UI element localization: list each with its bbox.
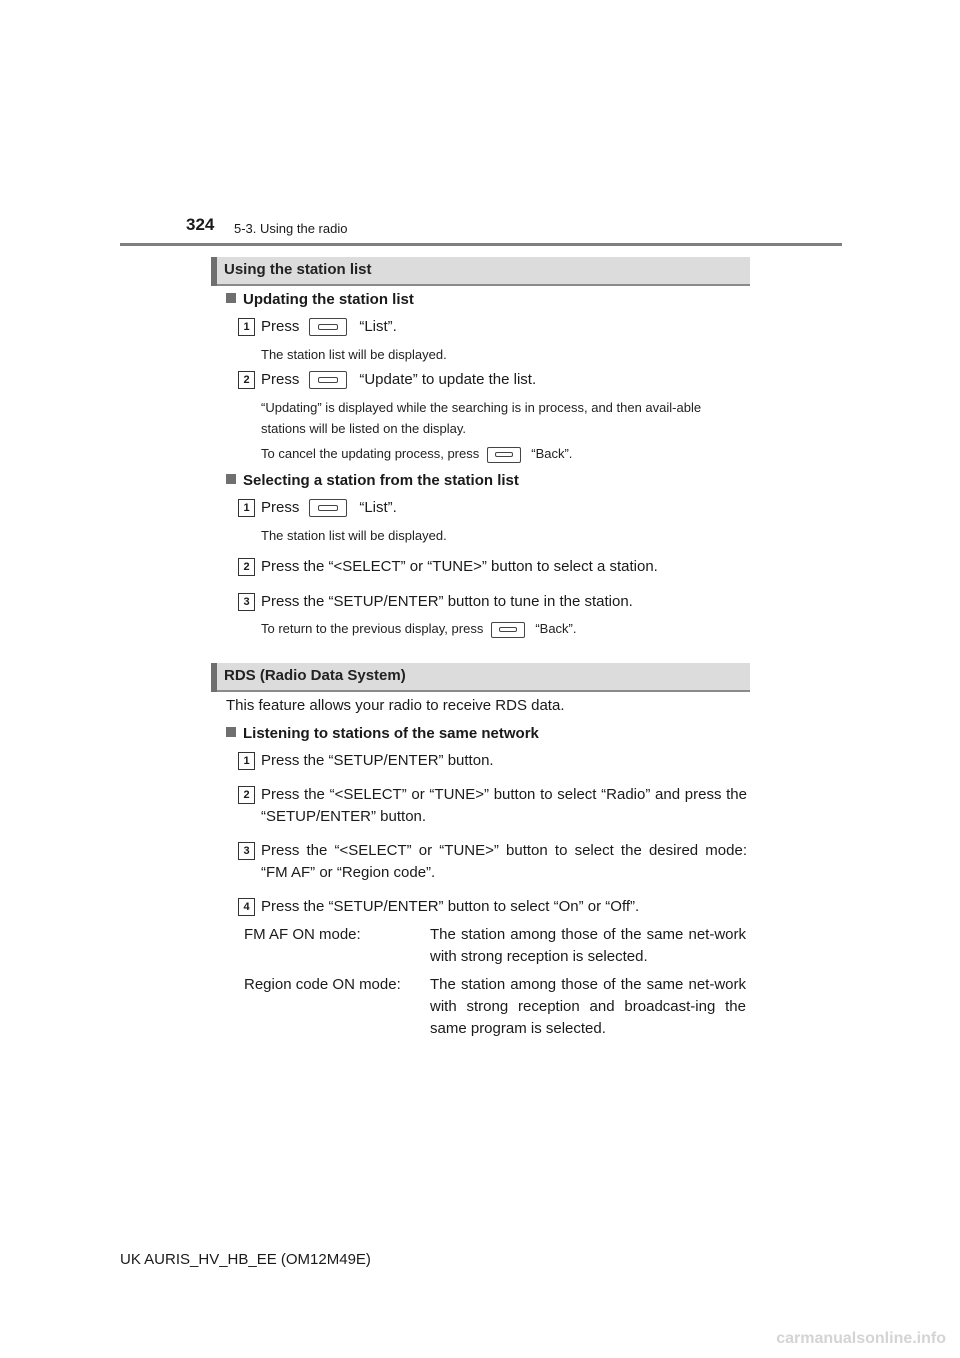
- note-text: To return to the previous display, press: [261, 621, 484, 636]
- screen-button-icon: [309, 499, 347, 517]
- mode-label: Region code ON mode:: [244, 976, 401, 993]
- step-text: [261, 369, 536, 391]
- step-text: Press the “<SELECT” or “TUNE>” button to select a station.: [261, 558, 658, 575]
- header-rule: [120, 243, 842, 246]
- step-number: 1: [238, 318, 255, 336]
- mode-description: The station among those of the same net-work with strong reception and broadcast-ing the same program is selected.: [430, 976, 746, 1037]
- step-note: The station list will be displayed.: [261, 347, 447, 362]
- note-text: “Back”.: [531, 446, 573, 461]
- step-number: 3: [238, 842, 255, 860]
- section-heading-rds: [211, 663, 750, 692]
- step-number: 1: [238, 499, 255, 517]
- step-press-target: “Update” to update the list.: [359, 371, 537, 388]
- step-text: Press the “<SELECT” or “TUNE>” button to select “Radio” and press the “SETUP/ENTER” button.: [261, 786, 747, 825]
- step-number: 4: [238, 898, 255, 916]
- step-note: “Updating” is displayed while the searching is in process, and then avail-able stations will be listed on the display.: [261, 400, 702, 436]
- bullet-square-icon: [226, 293, 236, 303]
- page-number: 324: [186, 215, 215, 234]
- mode-description: The station among those of the same net-work with strong reception is selected.: [430, 926, 746, 965]
- step-number: 1: [238, 752, 255, 770]
- step-note: [261, 443, 572, 464]
- step-press-label: Press: [261, 318, 300, 335]
- section-heading-station-list: [211, 257, 750, 286]
- step-note: [261, 618, 577, 639]
- section-accent: [211, 663, 217, 692]
- note-text: “Back”.: [535, 621, 577, 636]
- intro-paragraph: This feature allows your radio to receive RDS data.: [226, 697, 565, 714]
- screen-button-icon: [491, 622, 525, 638]
- step-text: Press the “SETUP/ENTER” button.: [261, 752, 494, 769]
- step-number: 2: [238, 371, 255, 389]
- step-number: 2: [238, 786, 255, 804]
- bullet-square-icon: [226, 474, 236, 484]
- subheading-label: Selecting a station from the station list: [243, 472, 519, 489]
- step-number: 2: [238, 558, 255, 576]
- model-code: UK AURIS_HV_HB_EE (OM12M49E): [120, 1251, 371, 1268]
- step-text: Press the “<SELECT” or “TUNE>” button to select the desired mode: “FM AF” or “Region code”.: [261, 842, 747, 881]
- step-text: [261, 497, 397, 519]
- watermark: carmanualsonline.info: [776, 1330, 946, 1347]
- step-press-target: “List”.: [359, 318, 397, 335]
- subheading-listening: [226, 725, 539, 742]
- chapter-title: 5-3. Using the radio: [234, 221, 348, 236]
- step-press-label: Press: [261, 371, 300, 388]
- subheading-selecting: [226, 472, 519, 489]
- note-text: To cancel the updating process, press: [261, 446, 480, 461]
- section-title: RDS (Radio Data System): [224, 667, 406, 684]
- step-text: Press the “SETUP/ENTER” button to select “On” or “Off”.: [261, 898, 640, 915]
- screen-button-icon: [309, 371, 347, 389]
- screen-button-icon: [309, 318, 347, 336]
- step-text: Press the “SETUP/ENTER” button to tune in the station.: [261, 593, 633, 610]
- step-number: 3: [238, 593, 255, 611]
- step-press-label: Press: [261, 499, 300, 516]
- subheading-label: Listening to stations of the same network: [243, 725, 539, 742]
- mode-label: FM AF ON mode:: [244, 926, 361, 943]
- step-press-target: “List”.: [359, 499, 397, 516]
- step-text: [261, 316, 397, 338]
- screen-button-icon: [487, 447, 521, 463]
- step-note: The station list will be displayed.: [261, 528, 447, 543]
- section-accent: [211, 257, 217, 286]
- bullet-square-icon: [226, 727, 236, 737]
- subheading-updating: [226, 291, 414, 308]
- section-title: Using the station list: [224, 261, 372, 278]
- subheading-label: Updating the station list: [243, 291, 414, 308]
